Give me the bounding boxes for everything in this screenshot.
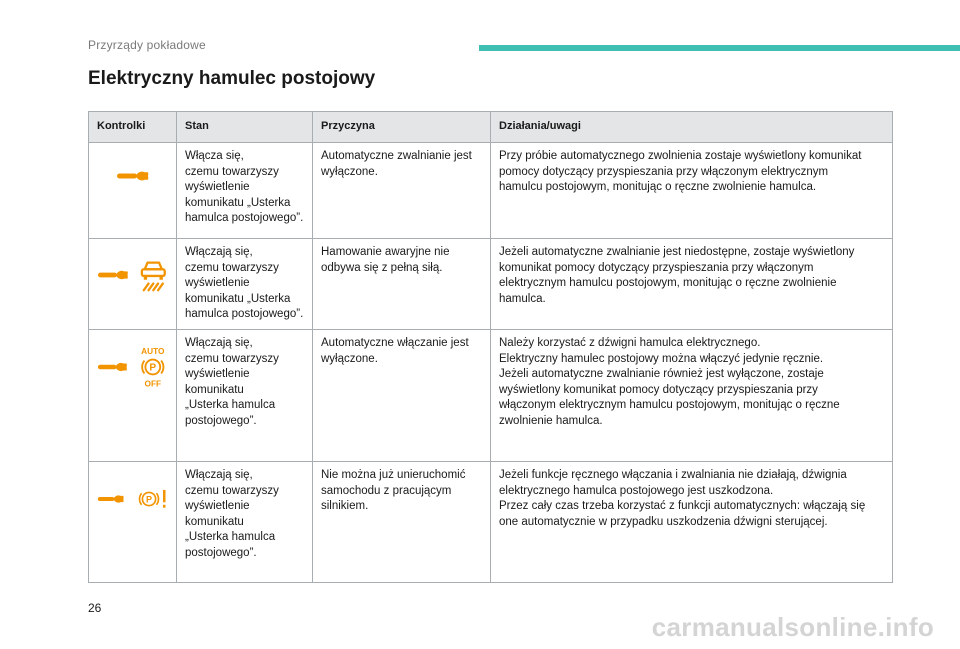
table-row <box>89 239 893 330</box>
table-row <box>89 462 893 583</box>
cause-cell: Automatyczne zwalnianie jest wyłączone. <box>313 143 491 239</box>
column-header-stan: Stan <box>177 112 313 143</box>
page-number: 26 <box>88 601 102 615</box>
indicator-cell <box>89 239 177 330</box>
action-cell: Jeżeli automatyczne zwalnianie jest niedostępne, zostaje wyświetlony komunikat pomocy dotyczący przyspieszania przy włączonym elektrycznym hamulcu postojowym, monitując o ręczne zwolnienie hamulca. <box>491 239 893 330</box>
header-accent-bar <box>479 45 960 51</box>
wrench-icon <box>97 360 128 374</box>
svg-text:AUTO: AUTO <box>141 346 165 357</box>
table-header-row <box>89 112 893 143</box>
column-header-przyczyna: Przyczyna <box>313 112 491 143</box>
svg-text:P: P <box>149 362 157 374</box>
wrench-icon <box>97 268 129 282</box>
indicator-cell <box>89 143 177 239</box>
action-cell: Przy próbie automatycznego zwolnienia zostaje wyświetlony komunikat pomocy dotyczący przyspieszania przy włączonym elektrycznym hamulcu postojowym, monitując o ręczne zwolnienie hamulca. <box>491 143 893 239</box>
warning-lights-table <box>88 111 893 583</box>
wrench-icon <box>116 169 150 183</box>
state-cell: Włączają się, czemu towarzyszy wyświetlenie komunikatu „Usterka hamulca postojowego”. <box>177 462 313 583</box>
column-header-kontrolki: Kontrolki <box>89 112 177 143</box>
svg-text:OFF: OFF <box>144 378 162 389</box>
auto-off-parking-icon <box>138 344 168 390</box>
watermark: carmanualsonline.info <box>651 612 934 642</box>
state-cell: Włączają się, czemu towarzyszy wyświetlenie komunikatu „Usterka hamulca postojowego”. <box>177 330 313 462</box>
state-cell: Włączają się, czemu towarzyszy wyświetlenie komunikatu „Usterka hamulca postojowego”. <box>177 239 313 330</box>
table-row <box>89 330 893 462</box>
column-header-dzialania: Działania/uwagi <box>491 112 893 143</box>
state-cell: Włącza się, czemu towarzyszy wyświetlenie komunikatu „Usterka hamulca postojowego”. <box>177 143 313 239</box>
indicator-cell <box>89 330 177 462</box>
action-cell: Należy korzystać z dźwigni hamulca elektrycznego. Elektryczny hamulec postojowy można włączyć jedynie ręcznie. Jeżeli automatyczne zwalnianie również jest wyłączone, zostaje wyświetlony komunikat pomocy dotyczący przyspieszania przy włączonym elektrycznym hamulcu postojowym, monitując o ręczne zwolnienie hamulca. <box>491 330 893 462</box>
parking-brake-warning-icon <box>135 486 168 512</box>
cause-cell: Automatyczne włączanie jest wyłączone. <box>313 330 491 462</box>
action-cell: Jeżeli funkcje ręcznego włączania i zwalniania nie działają, dźwignia elektrycznego hamulca postojowego jest uszkodzona. Przez cały czas trzeba korzystać z funkcji automatycznych: włączają się one automatycznie w przypadku uszkodzenia dźwigni sterującej. <box>491 462 893 583</box>
cause-cell: Hamowanie awaryjne nie odbywa się z pełną siłą. <box>313 239 491 330</box>
indicator-cell <box>89 462 177 583</box>
page-title: Elektryczny hamulec postojowy <box>88 68 376 89</box>
svg-text:P: P <box>146 494 153 505</box>
cause-cell: Nie można już unieruchomić samochodu z pracującym silnikiem. <box>313 462 491 583</box>
section-label: Przyrządy pokładowe <box>88 38 206 52</box>
car-braking-icon <box>139 257 168 293</box>
table-row <box>89 143 893 239</box>
wrench-icon <box>97 492 125 506</box>
